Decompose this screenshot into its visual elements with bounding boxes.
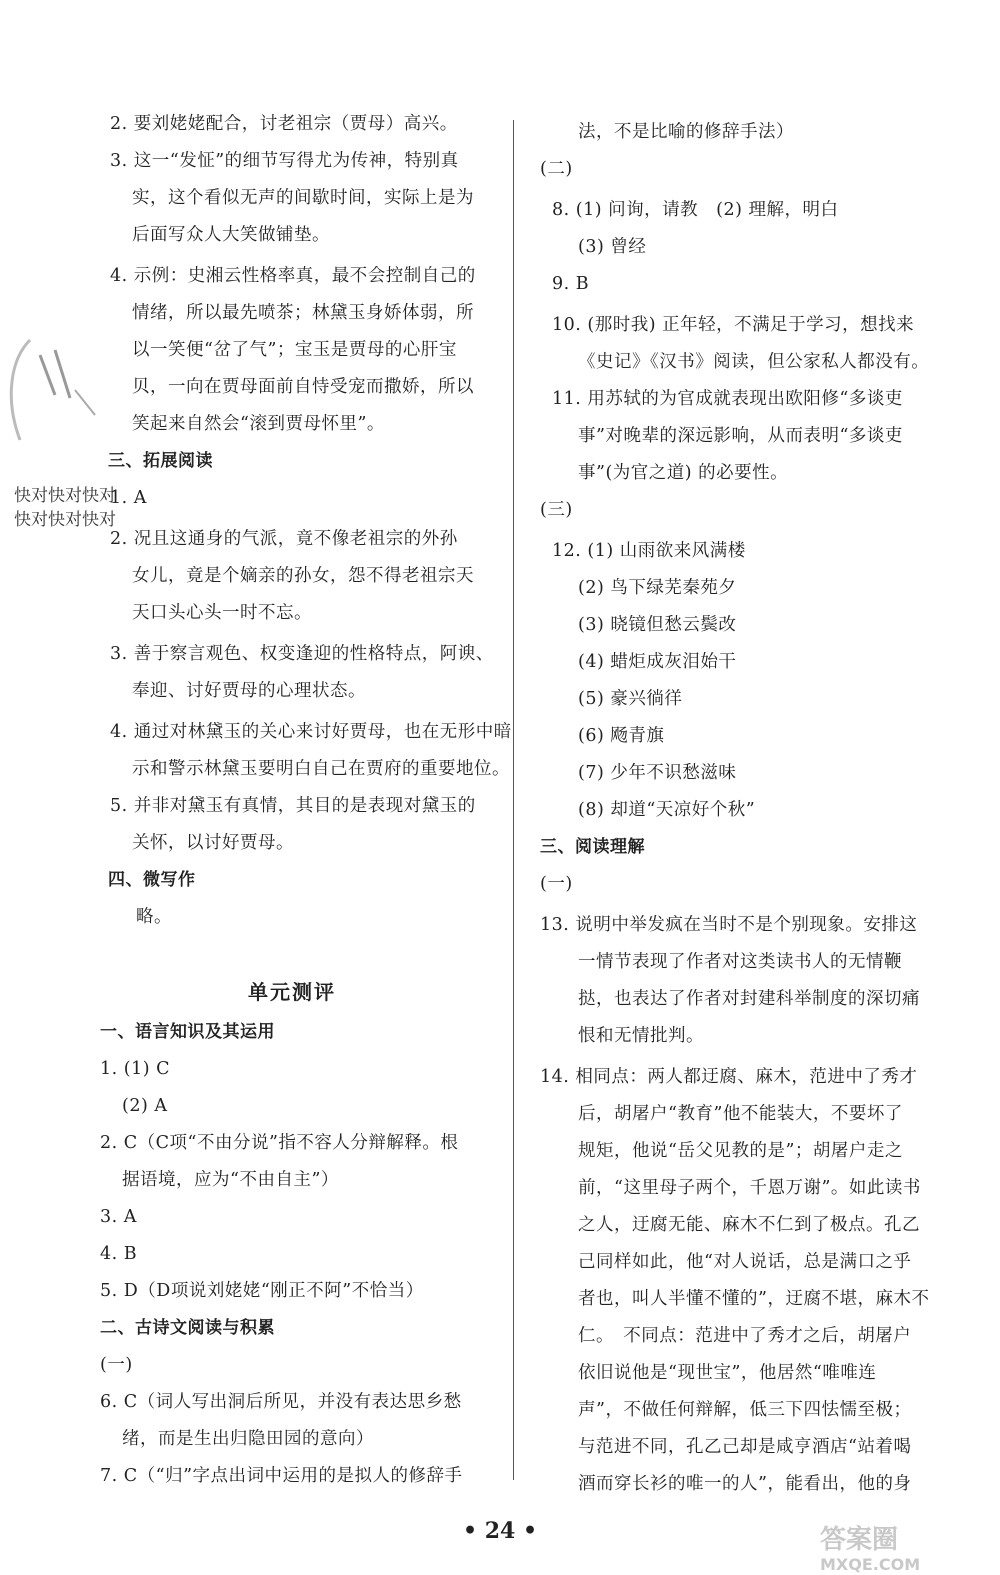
right-line-23: 挞，也表达了作者对封建科举制度的深切痛 [578, 989, 920, 1009]
right-line-32: 仁。 不同点：范进中了秀才之后，胡屠户 [578, 1326, 912, 1346]
right-line-26: 后，胡屠户“教育”他不能装大，不要坏了 [578, 1104, 903, 1124]
left-line-16: 4. 通过对林黛玉的关心来讨好贾母，也在无形中暗 [110, 722, 512, 742]
right-line-34: 声”，不做任何辩解，低三下四怯懦至极； [578, 1400, 912, 1420]
left-line-32: (一) [100, 1355, 133, 1375]
right-line-24: 恨和无情批判。 [578, 1026, 704, 1046]
right-line-6: 《史记》《汉书》阅读，但公家私人都没有。 [578, 352, 930, 372]
right-line-18: (8) 却道“天凉好个秋” [578, 800, 756, 820]
right-line-35: 与范进不同，孔乙己却是咸亨酒店“站着喝 [578, 1437, 912, 1457]
right-line-20: (一) [540, 874, 573, 894]
right-line-16: (6) 飏青旗 [578, 726, 665, 746]
svg-text:答案圈: 答案圈 [820, 1525, 899, 1555]
left-line-22: 单元测评 [248, 980, 336, 1004]
left-line-9: 三、拓展阅读 [108, 451, 213, 471]
right-line-7: 11. 用苏轼的为官成就表现出欧阳修“多谈吏 [552, 389, 903, 409]
left-line-31: 二、古诗文阅读与积累 [100, 1318, 275, 1338]
right-line-15: (5) 豪兴徜徉 [578, 689, 683, 709]
right-line-36: 酒而穿长衫的唯一的人”，能看出，他的身 [578, 1474, 912, 1494]
left-line-23: 一、语言知识及其运用 [100, 1022, 275, 1042]
right-line-10: (三) [540, 500, 573, 520]
right-line-29: 之人，迂腐无能、麻木不仁到了极点。孔乙 [578, 1215, 920, 1235]
right-line-4: 9. B [552, 274, 590, 294]
left-line-8: 笑起来自然会“滚到贾母怀里”。 [132, 414, 385, 434]
left-line-35: 7. C（“归”字点出词中运用的是拟人的修辞手 [100, 1466, 463, 1486]
left-line-2: 实，这个看似无声的间歇时间，实际上是为 [132, 188, 474, 208]
watermark-logo [800, 1520, 990, 1575]
right-line-14: (4) 蜡炬成灰泪始干 [578, 652, 737, 672]
right-line-21: 13. 说明中举发疯在当时不是个别现象。安排这 [540, 915, 918, 935]
right-line-11: 12. (1) 山雨欲来风满楼 [552, 541, 746, 561]
right-line-30: 己同样如此，他“对人说话，总是满口之乎 [578, 1252, 912, 1272]
left-line-17: 示和警示林黛玉要明白自己在贾府的重要地位。 [132, 759, 510, 779]
right-line-33: 依旧说他是“现世宝”，他居然“唯唯连 [578, 1363, 877, 1383]
left-line-13: 天口头心头一时不忘。 [132, 603, 312, 623]
right-line-31: 者也，叫人半懂不懂的”，迂腐不堪，麻木不 [578, 1289, 930, 1309]
left-line-30: 5. D（D项说刘姥姥“刚正不阿”不恰当） [100, 1281, 424, 1301]
right-line-5: 10. (那时我) 正年轻，不满足于学习，想找来 [552, 315, 915, 335]
right-line-2: 8. (1) 问询，请教 (2) 理解，明白 [552, 200, 839, 220]
pencil-doodle-icon [0, 320, 120, 470]
right-line-9: 事”(为官之道) 的必要性。 [578, 463, 789, 483]
left-line-11: 2. 况且这通身的气派，竟不像老祖宗的外孙 [110, 529, 458, 549]
right-line-13: (3) 晓镜但愁云鬓改 [578, 615, 737, 635]
left-line-20: 四、微写作 [108, 870, 196, 890]
right-line-1: (二) [540, 159, 573, 179]
left-line-15: 奉迎、讨好贾母的心理状态。 [132, 681, 366, 701]
right-line-19: 三、阅读理解 [540, 837, 645, 857]
left-line-18: 5. 并非对黛玉有真情，其目的是表现对黛玉的 [110, 796, 476, 816]
left-line-25: (2) A [122, 1096, 168, 1116]
left-line-14: 3. 善于察言观色、权变逢迎的性格特点，阿谀、 [110, 644, 494, 664]
right-line-22: 一情节表现了作者对这类读书人的无情鞭 [578, 952, 902, 972]
right-line-3: (3) 曾经 [578, 237, 647, 257]
left-line-10: 1. A [110, 488, 147, 508]
left-line-26: 2. C（C项“不由分说”指不容人分辩解释。根 [100, 1133, 459, 1153]
right-line-12: (2) 鸟下绿芜秦苑夕 [578, 578, 737, 598]
left-line-1: 3. 这一“发怔”的细节写得尤为传神，特别真 [110, 151, 459, 171]
right-line-17: (7) 少年不识愁滋味 [578, 763, 737, 783]
overlay-stamp-2: 快对快对快对 [14, 510, 116, 530]
right-line-27: 规矩，他说“岳父见教的是”；胡屠户走之 [578, 1141, 903, 1161]
left-line-34: 绪，而是生出归隐田园的意向） [122, 1429, 374, 1449]
overlay-stamp-1: 快对快对快对 [14, 486, 116, 506]
left-line-0: 2. 要刘姥姥配合，讨老祖宗（贾母）高兴。 [110, 114, 458, 134]
left-line-21: 略。 [136, 907, 172, 927]
left-line-7: 贝，一向在贾母面前自恃受宠而撒娇，所以 [132, 377, 474, 397]
left-line-4: 4. 示例：史湘云性格率真，最不会控制自己的 [110, 266, 476, 286]
left-line-19: 关怀，以讨好贾母。 [132, 833, 294, 853]
left-line-6: 以一笑便“岔了气”；宝玉是贾母的心肝宝 [132, 340, 457, 360]
left-line-24: 1. (1) C [100, 1059, 171, 1079]
left-line-3: 后面写众人大笑做铺垫。 [132, 225, 330, 245]
svg-text:MXQE.COM: MXQE.COM [820, 1555, 921, 1574]
right-line-0: 法，不是比喻的修辞手法） [578, 122, 794, 142]
right-line-28: 前，“这里母子两个，千恩万谢”。如此读书 [578, 1178, 921, 1198]
left-line-29: 4. B [100, 1244, 138, 1264]
right-line-8: 事”对晚辈的深远影响，从而表明“多谈吏 [578, 426, 903, 446]
left-line-12: 女儿，竟是个嫡亲的孙女，怨不得老祖宗天 [132, 566, 474, 586]
left-line-27: 据语境，应为“不由自主”） [122, 1170, 339, 1190]
left-line-5: 情绪，所以最先喷茶；林黛玉身娇体弱，所 [132, 303, 474, 323]
right-line-25: 14. 相同点：两人都迂腐、麻木，范进中了秀才 [540, 1067, 918, 1087]
column-divider [513, 120, 514, 1480]
page-number: • 24 • [462, 1518, 538, 1544]
left-line-28: 3. A [100, 1207, 137, 1227]
left-line-33: 6. C（词人写出洞后所见，并没有表达思乡愁 [100, 1392, 462, 1412]
